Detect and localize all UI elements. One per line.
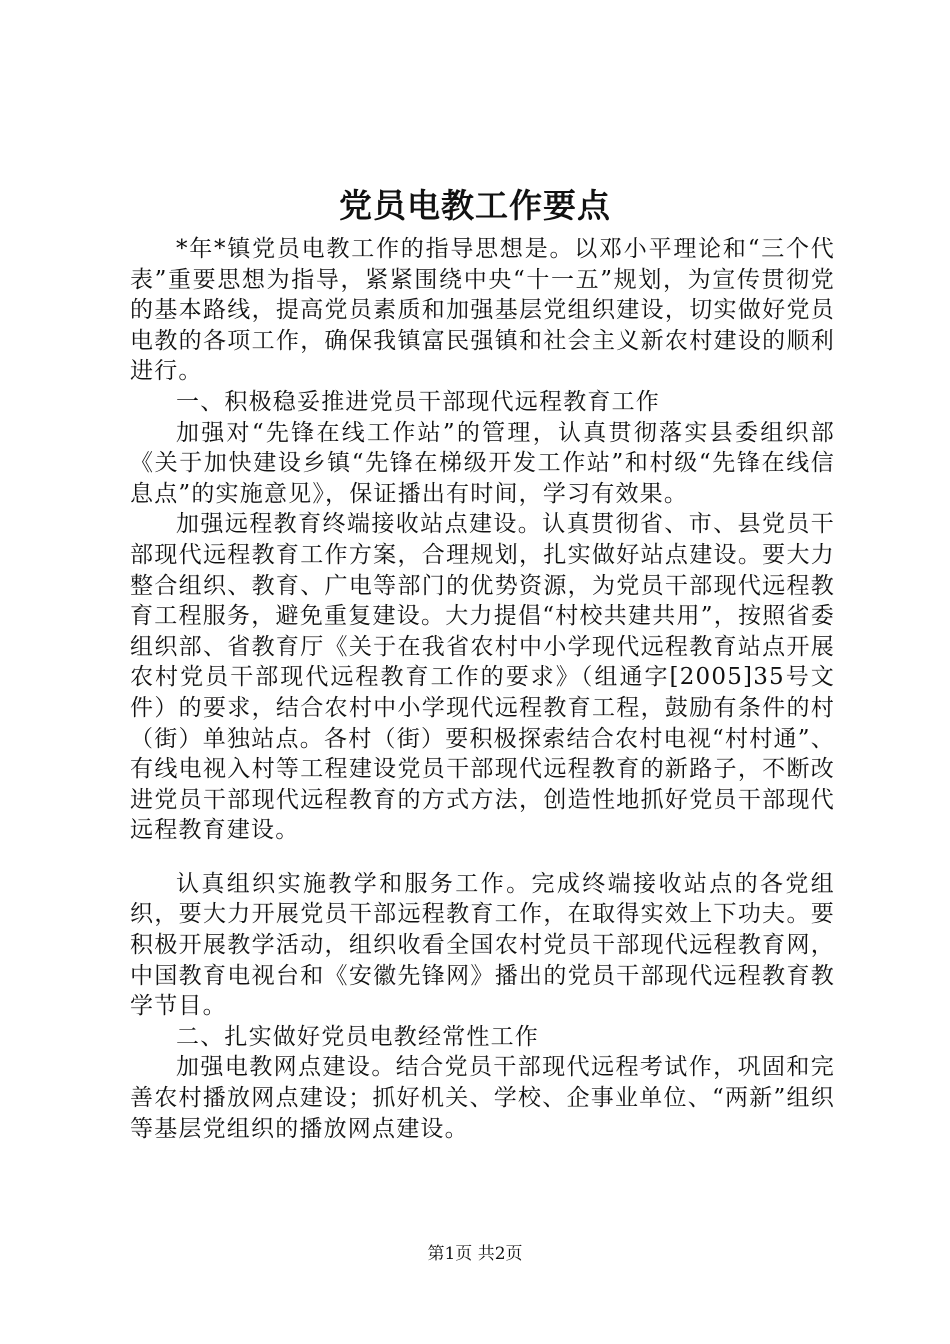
page-number-footer: 第1页 共2页 — [427, 1244, 523, 1264]
section-heading-1: 一、积极稳妥推进党员干部现代远程教育工作 — [176, 388, 660, 415]
section-heading-2: 二、扎实做好党员电教经常性工作 — [176, 1023, 539, 1050]
document-title: 党员电教工作要点 — [339, 186, 611, 225]
paragraph-network-points: 加强电教网点建设。结合党员干部现代远程考试作，巩固和完善农村播放网点建设；抓好机关、学校、企事业单位、“两新”组织等基层党组织的播放网点建设。 — [130, 1054, 835, 1142]
document-body — [130, 234, 835, 1144]
paragraph-terminal-station-construction: 加强远程教育终端接收站点建设。认真贯彻省、市、县党员干部现代远程教育工作方案，合理规划，扎实做好站点建设。要大力整合组织、教育、广电等部门的优势资源，为党员干部现代远程教育工程服务，避免重复建设。大力提倡“村校共建共用”，按照省委组织部、省教育厅《关于在我省农村中小学现代远程教育站点开展农村党员干部现代远程教育工作的要求》（组通字[2005]35号文件）的要求，结合农村中小学现代远程教育工程，鼓励有条件的村（街）单独站点。各村（街）要积极探索结合农村电视“村村通”、有线电视入村等工程建设党员干部现代远程教育的新路子，不断改进党员干部现代远程教育的方式方法，创造性地抓好党员干部现代远程教育建设。 — [130, 511, 835, 844]
paragraph-workstation-management: 加强对“先锋在线工作站”的管理，认真贯彻落实县委组织部《关于加快建设乡镇“先锋在梯级开发工作站”和村级“先锋在线信息点”的实施意见》，保证播出有时间，学习有效果。 — [130, 419, 835, 507]
paragraph-teaching-service: 认真组织实施教学和服务工作。完成终端接收站点的各党组织，要大力开展党员干部远程教育工作，在取得实效上下功夫。要积极开展教学活动，组织收看全国农村党员干部现代远程教育网，中国教育电视台和《安徽先锋网》播出的党员干部现代远程教育教学节目。 — [130, 870, 835, 1020]
paragraph-guiding-principle: *年*镇党员电教工作的指导思想是。以邓小平理论和“三个代表”重要思想为指导，紧紧围绕中央“十一五”规划，为宣传贯彻党的基本路线，提高党员素质和加强基层党组织建设，切实做好党员电教的各项工作，确保我镇富民强镇和社会主义新农村建设的顺利进行。 — [130, 236, 835, 385]
